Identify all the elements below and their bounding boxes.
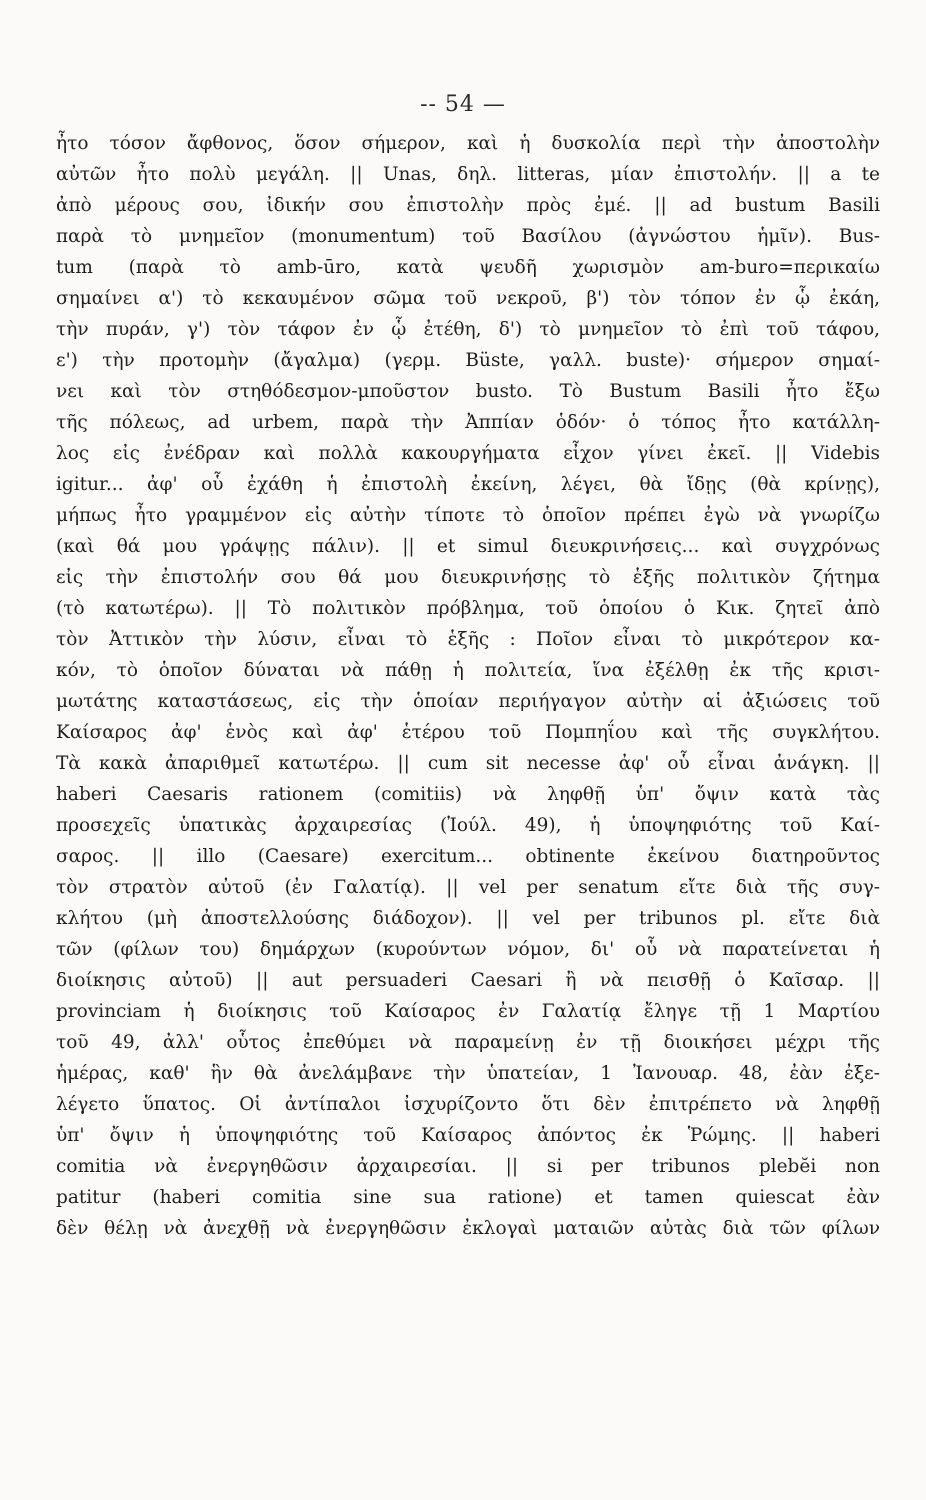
- text-line: δὲν θέλῃ νὰ ἀνεχθῇ νὰ ἐνεργηθῶσιν ἐκλογαὶ ματαιῶν αὐτὰς διὰ τῶν φίλων: [56, 1218, 880, 1239]
- text-line: ἡμέρας, καθ' ἣν θὰ ἀνελάμβανε τὴν ὑπατείαν, 1 Ἰανουαρ. 48, ἐὰν ἐξε-: [56, 1063, 880, 1084]
- text-line: κόν, τὸ ὁποῖον δύναται νὰ πάθῃ ἡ πολιτεία, ἵνα ἐξέλθῃ ἐκ τῆς κρισι-: [56, 660, 880, 681]
- text-line: μήπως ἦτο γραμμένον εἰς αὐτὴν τίποτε τὸ ὁποῖον πρέπει ἐγὼ νὰ γνωρίζω: [56, 505, 880, 526]
- text-line: διοίκησις αὐτοῦ) || aut persuaderi Caesari ἢ νὰ πεισθῇ ὁ Καῖσαρ. ||: [56, 970, 880, 991]
- text-line: igitur... ἀφ' οὗ ἐχάθη ἡ ἐπιστολὴ ἐκείνη, λέγει, θὰ ἴδῃς (θὰ κρίνῃς),: [56, 474, 880, 495]
- text-line: τὴν πυράν, γ') τὸν τάφον ἐν ᾧ ἐτέθη, δ') τὸ μνημεῖον τὸ ἐπὶ τοῦ τάφου,: [56, 319, 880, 340]
- text-line: provinciam ἡ διοίκησις τοῦ Καίσαρος ἐν Γαλατίᾳ ἔληγε τῇ 1 Μαρτίου: [56, 1001, 880, 1022]
- text-line: ἀπὸ μέρους σου, ἰδικήν σου ἐπιστολὴν πρὸς ἐμέ. || ad bustum Basili: [56, 195, 880, 216]
- text-line: τῶν (φίλων του) δημάρχων (κυρούντων νόμον, δι' οὗ νὰ παρατείνεται ἡ: [56, 939, 880, 960]
- text-line: μωτάτης καταστάσεως, εἰς τὴν ὁποίαν περιήγαγον αὐτὴν αἱ ἀξιώσεις τοῦ: [56, 691, 880, 712]
- text-line: ἦτο τόσον ἄφθονος, ὅσον σήμερον, καὶ ἡ δυσκολία περὶ τὴν ἀποστολὴν: [56, 133, 880, 154]
- text-line: (καὶ θά μου γράψῃς πάλιν). || et simul διευκρινήσεις... καὶ συγχρόνως: [56, 536, 880, 557]
- text-line: αὐτῶν ἦτο πολὺ μεγάλη. || Unas, δηλ. litteras, μίαν ἐπιστολήν. || a te: [56, 164, 880, 185]
- text-line: νει καὶ τὸν στηθόδεσμον-μποῦστον busto. Τὸ Bustum Basili ἦτο ἔξω: [56, 381, 880, 402]
- text-line: τὸν στρατὸν αὐτοῦ (ἐν Γαλατίᾳ). || vel per senatum εἴτε διὰ τῆς συγ-: [56, 877, 880, 898]
- text-line: τοῦ 49, ἀλλ' οὗτος ἐπεθύμει νὰ παραμείνῃ ἐν τῇ διοικήσει μέχρι τῆς: [56, 1032, 880, 1053]
- text-line: τὸν Ἀττικὸν τὴν λύσιν, εἶναι τὸ ἑξῆς : Ποῖον εἶναι τὸ μικρότερον κα-: [56, 629, 880, 650]
- text-line: ὑπ' ὄψιν ἡ ὑποψηφιότης τοῦ Καίσαρος ἀπόντος ἐκ Ῥώμης. || haberi: [56, 1125, 880, 1146]
- text-line: εἰς τὴν ἐπιστολήν σου θά μου διευκρινήσῃς τὸ ἑξῆς πολιτικὸν ζήτημα: [56, 567, 880, 588]
- commentary-text: [56, 128, 880, 1244]
- text-line: σημαίνει α') τὸ κεκαυμένον σῶμα τοῦ νεκροῦ, β') τὸν τόπον ἐν ᾧ ἐκάη,: [56, 288, 880, 309]
- page-number: -- 54 —: [420, 92, 506, 117]
- text-line: (τὸ κατωτέρω). || Τὸ πολιτικὸν πρόβλημα, τοῦ ὁποίου ὁ Κικ. ζητεῖ ἀπὸ: [56, 598, 880, 619]
- text-line: Καίσαρος ἀφ' ἑνὸς καὶ ἀφ' ἑτέρου τοῦ Πομπηΐου καὶ τῆς συγκλήτου.: [56, 722, 880, 743]
- text-line: haberi Caesaris rationem (comitiis) νὰ ληφθῇ ὑπ' ὄψιν κατὰ τὰς: [56, 784, 880, 805]
- text-line: παρὰ τὸ μνημεῖον (monumentum) τοῦ Βασίλου (ἀγνώστου ἡμῖν). Bus-: [56, 226, 880, 247]
- text-line: κλήτου (μὴ ἀποστελλούσης διάδοχον). || vel per tribunos pl. εἴτε διὰ: [56, 908, 880, 929]
- text-line: Τὰ κακὰ ἀπαριθμεῖ κατωτέρω. || cum sit necesse ἀφ' οὗ εἶναι ἀνάγκη. ||: [56, 753, 880, 774]
- text-line: patitur (haberi comitia sine sua ratione) et tamen quiescat ἐὰν: [56, 1187, 880, 1208]
- text-line: λέγετο ὕπατος. Οἱ ἀντίπαλοι ἰσχυρίζοντο ὅτι δὲν ἐπιτρέπετο νὰ ληφθῇ: [56, 1094, 880, 1115]
- text-line: προσεχεῖς ὑπατικὰς ἀρχαιρεσίας (Ἰούλ. 49), ἡ ὑποψηφιότης τοῦ Καί-: [56, 815, 880, 836]
- text-line: τῆς πόλεως, ad urbem, παρὰ τὴν Ἀππίαν ὁδόν· ὁ τόπος ἦτο κατάλλη-: [56, 412, 880, 433]
- text-line: σαρος. || illo (Caesare) exercitum... obtinente ἐκείνου διατηροῦντος: [56, 846, 880, 867]
- text-line: comitia νὰ ἐνεργηθῶσιν ἀρχαιρεσίαι. || si per tribunos plebĕi non: [56, 1156, 880, 1177]
- text-line: ε') τὴν προτομὴν (ἄγαλμα) (γερμ. Büste, γαλλ. buste)· σήμερον σημαί-: [56, 350, 880, 371]
- text-line: tum (παρὰ τὸ amb-ūro, κατὰ ψευδῆ χωρισμὸν am-buro=περικαίω: [56, 257, 880, 278]
- text-line: λος εἰς ἐνέδραν καὶ πολλὰ κακουργήματα εἶχον γίνει ἐκεῖ. || Videbis: [56, 443, 880, 464]
